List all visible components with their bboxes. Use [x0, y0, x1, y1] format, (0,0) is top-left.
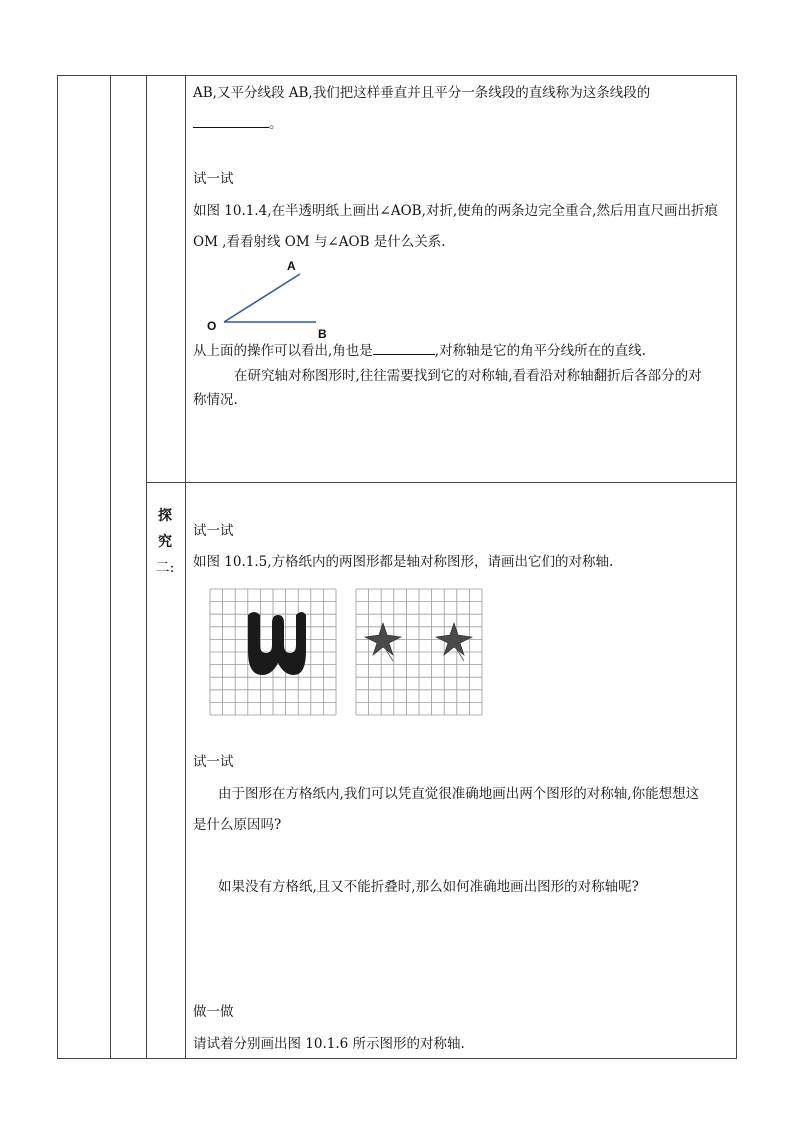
conclusion-line — [193, 342, 646, 360]
fill-blank-end: 。 — [269, 116, 283, 132]
try-heading-3: 试一试 — [193, 754, 234, 770]
table-border-bottom — [57, 1058, 737, 1059]
paragraph-grid: 如图 10.1.5,方格纸内的两图形都是轴对称图形，请画出它们的对称轴. — [193, 554, 614, 570]
paragraph-research-1: 在研究轴对称图形时,往往需要找到它的对称轴,看看沿对称轴翻折后各部分的对 — [234, 368, 702, 384]
paragraph-no-grid: 如果没有方格纸,且又不能折叠时,那么如何准确地画出图形的对称轴呢? — [218, 879, 639, 895]
side-label-char-1: 探 — [158, 508, 172, 524]
table-border-left — [57, 75, 58, 1059]
grid-figure-leaves — [356, 589, 484, 717]
conclusion-b: ,对称轴是它的角平分线所在的直线. — [434, 343, 646, 359]
paragraph-angle-1: 如图 10.1.4,在半透明纸上画出∠AOB,对折,使角的两条边完全重合,然后用直尺画出折痕 — [193, 203, 718, 219]
conclusion-a: 从上面的操作可以看出,角也是 — [193, 343, 373, 359]
w-shape — [248, 612, 306, 675]
fill-blank[interactable] — [193, 115, 269, 128]
paragraph-research-2: 称情况. — [193, 392, 238, 408]
label-a: A — [287, 259, 296, 273]
label-o: O — [207, 319, 217, 333]
leaf-right — [436, 623, 472, 661]
fill-blank-2[interactable] — [373, 342, 435, 355]
label-b: B — [318, 327, 327, 341]
table-divider-1 — [110, 75, 111, 1059]
angle-aob-figure — [200, 258, 320, 338]
table-divider-2 — [146, 75, 147, 1059]
leaf-left — [365, 623, 401, 661]
try-heading-1: 试一试 — [193, 171, 234, 187]
grid-figure-w — [210, 589, 338, 717]
side-label-char-2: 究 — [158, 534, 172, 550]
table-border-top — [57, 75, 737, 76]
table-divider-3 — [185, 75, 186, 1059]
table-border-right — [736, 75, 737, 1059]
paragraph-intuition-2: 是什么原因吗? — [193, 817, 282, 833]
side-label-char-3: 二: — [155, 560, 175, 576]
side-label-explore-2 — [150, 503, 180, 581]
row-divider — [146, 482, 737, 483]
paragraph-draw-axes: 请试着分别画出图 10.1.6 所示图形的对称轴. — [193, 1036, 465, 1052]
try-heading-2: 试一试 — [193, 523, 234, 539]
paragraph-angle-2: OM ,看看射线 OM 与∠AOB 是什么关系. — [193, 234, 446, 250]
text-line-2 — [193, 115, 283, 133]
paragraph-intuition-1: 由于图形在方格纸内,我们可以凭直觉很准确地画出两个图形的对称轴,你能想想这 — [218, 786, 700, 802]
do-heading: 做一做 — [193, 1004, 234, 1020]
text-line-1: AB,又平分线段 AB,我们把这样垂直并且平分一条线段的直线称为这条线段的 — [193, 85, 651, 101]
